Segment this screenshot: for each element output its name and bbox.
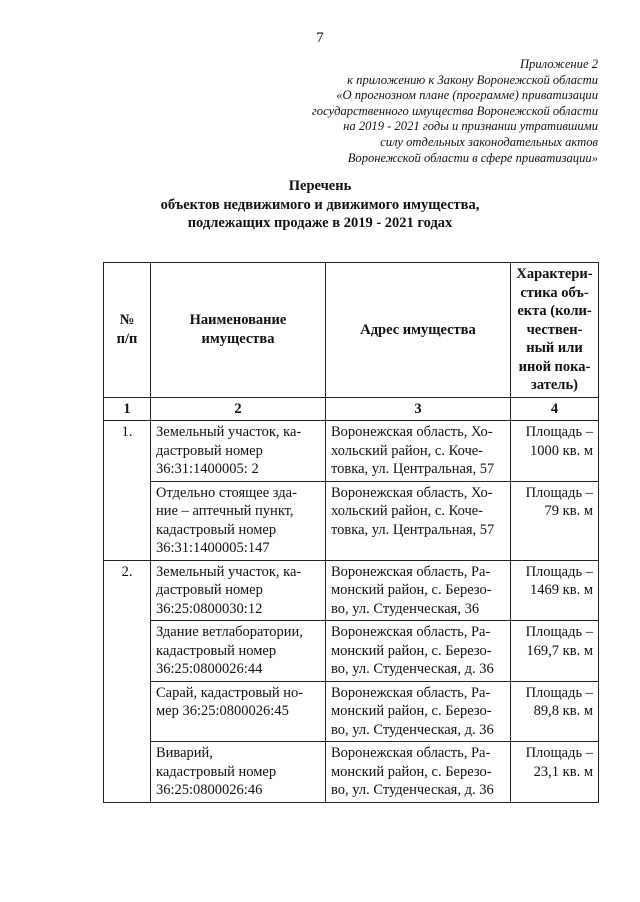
- property-name-line: Здание ветлаборатории,: [156, 624, 303, 640]
- column-number: 1: [104, 397, 151, 421]
- property-address-line: Воронежская область, Ра-: [331, 563, 491, 580]
- title-line: Перечень: [288, 178, 352, 194]
- property-address-line: монский район, с. Березо-: [331, 642, 492, 659]
- property-name: [151, 681, 326, 742]
- property-characteristic: [511, 560, 599, 621]
- property-address: [326, 681, 511, 742]
- property-characteristic-line: 79 кв. м: [544, 503, 593, 519]
- property-characteristic: [511, 681, 599, 742]
- property-characteristic-line: Площадь –: [525, 684, 593, 701]
- property-address-line: во, ул. Студенческая, д. 36: [331, 782, 494, 798]
- table-row: [104, 481, 599, 560]
- property-address: [326, 421, 511, 482]
- property-name-line: Виварий,: [156, 745, 213, 761]
- property-address: [326, 560, 511, 621]
- table-row: [104, 560, 599, 621]
- property-address-line: во, ул. Студенческая, д. 36: [331, 661, 494, 677]
- table-row: [104, 621, 599, 682]
- property-characteristic-line: 1469 кв. м: [530, 582, 593, 598]
- header-characteristic: Характери- стика объ- екта (коли- чествен- ный или иной пока- затель): [511, 263, 599, 398]
- property-name: [151, 481, 326, 560]
- property-address-line: Воронежская область, Хо-: [331, 484, 493, 501]
- property-characteristic: [511, 621, 599, 682]
- property-address-line: во, ул. Студенческая, д. 36: [331, 721, 494, 738]
- property-characteristic-line: Площадь –: [525, 563, 593, 580]
- property-address-line: монский район, с. Березо-: [331, 703, 492, 719]
- property-name-line: Сарай, кадастровый но-: [156, 684, 304, 701]
- appendix-note: [258, 57, 598, 166]
- property-address: [326, 481, 511, 560]
- property-name-line: ние – аптечный пункт,: [156, 503, 294, 519]
- property-characteristic: [511, 421, 599, 482]
- document-title: [0, 177, 640, 233]
- property-name-line: дастровый номер: [156, 582, 263, 598]
- title-line: подлежащих продаже в 2019 - 2021 годах: [187, 215, 453, 231]
- table-row: [104, 681, 599, 742]
- appendix-line: Воронежской области в сфере приватизации»: [347, 150, 598, 165]
- property-name-line: Отдельно стоящее зда-: [156, 484, 297, 501]
- property-name-line: 36:31:1400005:147: [156, 540, 270, 556]
- page-number: 7: [316, 30, 324, 46]
- property-name-line: Земельный участок, ка-: [156, 424, 302, 440]
- property-address: [326, 621, 511, 682]
- row-number: 2.: [104, 560, 151, 802]
- property-name: [151, 421, 326, 482]
- property-address-line: Воронежская область, Хо-: [331, 424, 493, 440]
- property-address-line: Воронежская область, Ра-: [331, 624, 491, 640]
- title-line: объектов недвижимого и движимого имущества,: [160, 196, 480, 213]
- table-row: [104, 421, 599, 482]
- property-name: [151, 621, 326, 682]
- property-name-line: дастровый номер: [156, 442, 263, 459]
- property-address-line: монский район, с. Березо-: [331, 763, 492, 780]
- property-name: [151, 560, 326, 621]
- property-address-line: хольский район, с. Коче-: [331, 442, 484, 459]
- property-name-line: 36:25:0800026:44: [156, 661, 263, 677]
- header-name: Наименование имущества: [151, 263, 326, 398]
- property-table: [103, 262, 599, 803]
- property-name-line: мер 36:25:0800026:45: [156, 703, 289, 719]
- property-characteristic-line: Площадь –: [525, 484, 593, 501]
- property-address-line: во, ул. Студенческая, 36: [331, 600, 480, 617]
- header-address: Адрес имущества: [326, 263, 511, 398]
- table-row: [104, 742, 599, 803]
- property-name-line: кадастровый номер: [156, 521, 277, 538]
- appendix-line: силу отдельных законодательных актов: [380, 134, 598, 149]
- property-name-line: кадастровый номер: [156, 763, 277, 780]
- property-name-line: 36:31:1400005: 2: [156, 461, 259, 477]
- appendix-line: «О прогнозном плане (программе) приватизации: [336, 88, 598, 103]
- appendix-line: Приложение 2: [519, 57, 598, 71]
- property-characteristic: [511, 481, 599, 560]
- property-characteristic-line: Площадь –: [525, 424, 593, 440]
- property-address-line: Воронежская область, Ра-: [331, 684, 491, 701]
- property-characteristic-line: 169,7 кв. м: [526, 642, 593, 659]
- property-address-line: товка, ул. Центральная, 57: [331, 461, 495, 477]
- property-address-line: Воронежская область, Ра-: [331, 745, 491, 761]
- property-characteristic-line: 23,1 кв. м: [533, 763, 593, 780]
- appendix-line: государственного имущества Воронежской области: [311, 103, 598, 118]
- property-name-line: 36:25:0800030:12: [156, 600, 263, 617]
- property-name-line: кадастровый номер: [156, 642, 277, 659]
- appendix-line: на 2019 - 2021 годы и признании утратившими: [343, 119, 598, 134]
- property-name-line: 36:25:0800026:46: [156, 782, 263, 798]
- property-characteristic: [511, 742, 599, 803]
- property-address: [326, 742, 511, 803]
- column-number-row: [104, 397, 599, 421]
- property-characteristic-line: Площадь –: [525, 624, 593, 640]
- appendix-line: к приложению к Закону Воронежской области: [347, 72, 598, 87]
- property-address-line: монский район, с. Березо-: [331, 582, 492, 598]
- header-num: № п/п: [104, 263, 151, 398]
- table-header-row: [104, 263, 599, 398]
- row-number: 1.: [104, 421, 151, 561]
- column-number: 2: [151, 397, 326, 421]
- column-number: 4: [511, 397, 599, 421]
- property-characteristic-line: 1000 кв. м: [530, 442, 593, 459]
- property-characteristic-line: Площадь –: [525, 745, 593, 761]
- property-address-line: товка, ул. Центральная, 57: [331, 521, 495, 538]
- property-name-line: Земельный участок, ка-: [156, 563, 302, 580]
- property-characteristic-line: 89,8 кв. м: [533, 703, 593, 719]
- column-number: 3: [326, 397, 511, 421]
- property-name: [151, 742, 326, 803]
- property-address-line: хольский район, с. Коче-: [331, 503, 484, 519]
